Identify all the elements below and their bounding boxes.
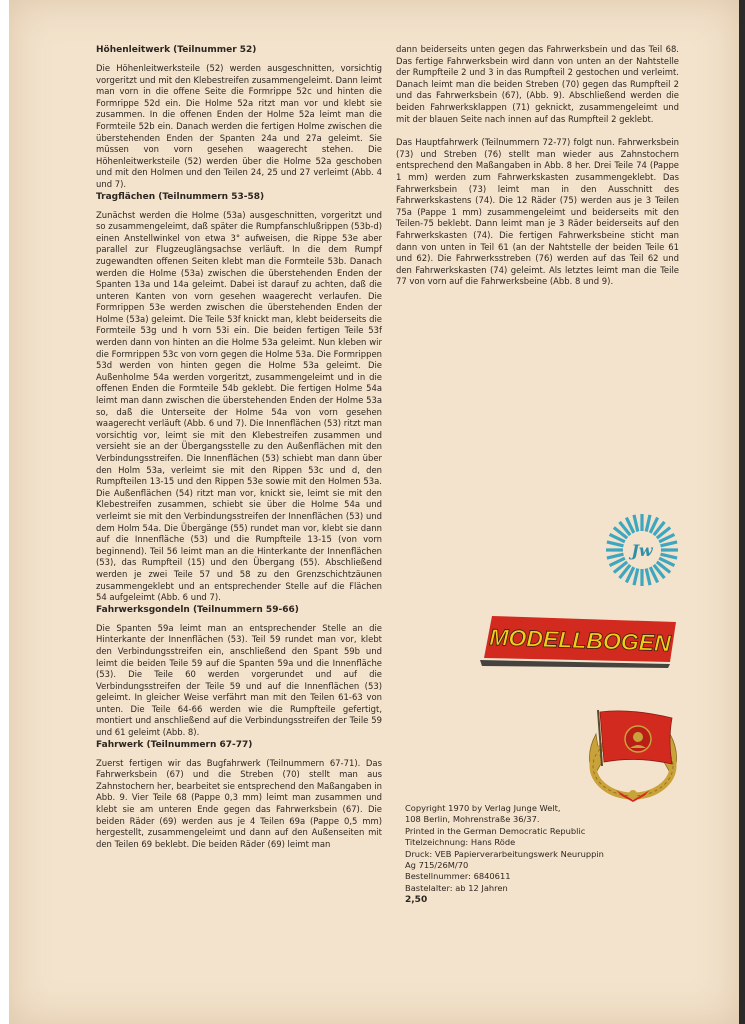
left-column [96, 44, 382, 850]
section-heading: Fahrwerksgondeln (Teilnummern 59-66) [96, 604, 299, 615]
sunburst-ray [646, 515, 650, 532]
imprint-printed-in: Printed in the German Democratic Republic [405, 825, 586, 836]
imprint-order-number: Bestellnummer: 6840611 [405, 871, 511, 882]
sunburst-ray [661, 542, 678, 546]
section-fahrwerksgondeln [96, 604, 382, 739]
sunburst-ray [607, 554, 624, 558]
section-paragraph: Zunächst werden die Holme (53a) ausgeschnitten, vorgeritzt und so zusammengeleimt, daß später die Rumpfanschlußrippen (53b-d) einen Anstellwinkel von etwa 3° aufweisen, die Rippe 53e aber parallel zur Flugzeuglängsachse verläuft. In die dem Rumpf zugewandten offenen Seiten klebt man die Formteile 53b. Danach werden die Holme (53a) zwischen die überstehenden Enden der Spanten 13a und 14a geleimt. Dabei ist darauf zu achten, daß die unteren Kanten von vorn gesehen waagerecht verlaufen. Die Formrippen 53e werden zwischen die überstehenden Enden der Holme (53a) geleimt. Die Teile 53f knickt man, klebt beiderseits die Formteile 53g und h vorn 53i ein. Die beiden fertigen Teile 53f werden dann von hinten an die Holme 53a geleimt. Nun kleben wir die Formrippen 53c von vorn gegen die Holme 53a. Die Formrippen 53d werden von hinten gegen die Holme 53a geleimt. Die Außenholme 54a werden vorgeritzt, zusammengeleimt und in die offenen Enden die Formteile 54b geklebt. Die fertigen Holme 54a leimt man dann zwischen die überstehenden Enden der Holme 53a so, daß die Unterseite der Holme 54a von vorn gesehen waagerecht verläuft (Abb. 6 und 7). Die Innenflächen (53) ritzt man vorsichtig vor, leimt sie mit den Klebestreifen zusammen und versieht sie an der Übergangsstelle zu den Außenflächen mit den Verbindungsstreifen. Die Innenflächen (53) schiebt man dann über den Holm 53a, verleimt sie mit den Rippen 53c und d, den Rumpfteilen 13-15 und den Rippen 53e sowie mit den Holmen 53a. Die Außenflächen (54) ritzt man vor, knickt sie, leimt sie mit den Klebestreifen zusammen, schiebt sie über die Holme 54a und verleimt sie mit den Verbindungsstreifen der Innenflächen (53) und dem Holm 54a. Die Übergänge (55) rundet man vor, klebt sie dann auf die Innenfläche (53) und die Rumpfteile 13-15 (von vorn beginnend). Teil 56 leimt man an die Hinterkante der Innenflächen (53), das Rumpfteil (15) und den Übergang (55). Abschließend werden je zwei Teile 57 und 58 zu den Grenzschichtzäunen zusammengeklebt und an entsprechender Stelle auf die Flächen 54 aufgeleimt (Abb. 6 und 7). [96, 209, 382, 603]
section-heading: Höhenleitwerk (Teilnummer 52) [96, 45, 257, 55]
section-heading: Fahrwerk (Teilnummern 67-77) [96, 739, 253, 750]
continued-paragraph: dann beiderseits unten gegen das Fahrwerksbein und das Teil 68. Das fertige Fahrwerksbein wird dann von unten an der Nahtstelle der Rumpfteile 2 und 3 in das Rumpfteil 2 gestochen und verleimt. Danach leimt man die beiden Streben (70) gegen das Rumpfteil 2 und das Fahrwerksbein (67), (Abb. 9). Abschließend werden die beiden Fahrwerksklappen (71) geknickt, zusammengeleimt und mit der blauen Seite nach innen auf das Rumpfteil 2 geklebt. [396, 44, 679, 124]
imprint-address: 108 Berlin, Mohrenstraße 36/37. [405, 814, 540, 825]
jw-sunburst-logo-icon [604, 512, 680, 588]
section-paragraph: Zuerst fertigen wir das Bugfahrwerk (Teilnummern 67-71). Das Fahrwerksbein (67) und die Streben (70) stellt man aus Zahnstochern her, bearbeitet sie entsprechend den Maßangaben in Abb. 9. Vier Teile 68 (Pappe 0,3 mm) leimt man zusammen und klebt sie am unteren Ende gegen das Fahrwerksbein (67). Die beiden Räder (69) werden aus je 4 Teilen 69a (Pappe 0,5 mm) hergestellt, zusammengeleimt und dann auf den Außenseiten mit den Teilen 69 beklebt. Die beiden Räder (69) leimt man [96, 757, 382, 849]
jw-monogram: Jw [631, 541, 653, 560]
imprint [405, 803, 645, 907]
sunburst-ray [646, 569, 650, 586]
modellbogen-logo [480, 612, 678, 670]
sunburst-ray [661, 554, 678, 558]
scan-edge [739, 0, 745, 1024]
imprint-ag-number: Ag 715/26M/70 [405, 860, 469, 871]
imprint-age: Bastelalter: ab 12 Jahren [405, 882, 508, 893]
imprint-title-drawing: Titelzeichnung: Hans Röde [405, 837, 516, 848]
sunburst-ray [607, 542, 624, 546]
right-column [396, 44, 679, 288]
hauptfahrwerk-paragraph: Das Hauptfahrwerk (Teilnummern 72-77) folgt nun. Fahrwerksbein (73) und Streben (76) stellt man wieder aus Zahnstochern entsprechend den Maßangaben in Abb. 8 her. Drei Teile 74 (Pappe 1 mm) werden zum Fahrwerkskasten zusammengeklebt. Das Fahrwerksbein (73) leimt man in den Ausschnitt des Fahrwerkskastens (74). Die 12 Räder (75) werden aus je 3 Teilen 75a (Pappe 1 mm) zusammengeleimt und beiderseits mit den Teilen-75 beklebt. Dann leimt man je 3 Räder beiderseits auf den Fahrwerkskasten (74). Die fertigen Fahrwerksbeine sticht man dann von unten in Teil 61 (an der Nahtstelle der beiden Teile 61 und 62). Die Fahrwerksstreben (76) werden auf das Teil 62 und den Fahrwerkskasten (74) geleimt. Als letztes leimt man die Teile 77 von vorn auf die Fahrwerksbeine (Abb. 8 und 9). [396, 137, 679, 287]
modellbogen-wordmark: MODELLBOGEN [488, 623, 672, 657]
sunburst-ray [634, 515, 638, 532]
section-fahrwerk [96, 739, 382, 851]
section-heading: Tragflächen (Teilnummern 53-58) [96, 191, 265, 202]
section-paragraph: Die Spanten 59a leimt man an entsprechender Stelle an die Hinterkante der Innenflächen (53). Teil 59 rundet man vor, klebt den Verbindungsstreifen ein, anschließend den Spant 59b und leimt die beiden Teile 59 auf die Spanten 59a und die Innenfläche (53). Die Teile 60 werden vorgerundet und auf die Verbindungsstreifen der Teile 59 und auf die Innenflächen (53) geleimt. In gleicher Weise verfährt man mit den Teilen 61-63 von unten. Die Teile 64-66 werden wie die Rumpfteile gefertigt, montiert und anschließend auf die Verbindungsstreifen der Teile 59 und 61 geleimt (Abb. 8). [96, 622, 382, 738]
section-hoehenleitwerk [96, 44, 382, 191]
red-flag-wreath-badge-icon [580, 706, 686, 804]
imprint-printer: Druck: VEB Papierverarbeitungswerk Neuruppin [405, 848, 604, 859]
price-label: 2,50 [405, 895, 428, 906]
section-paragraph: Die Höhenleitwerksteile (52) werden ausgeschnitten, vorsichtig vorgeritzt und mit den Klebestreifen zusammengeleimt. Dann leimt man vorn in die offene Seite die Formrippe 52c und hinten die Formrippe 52d ein. Die Holme 52a ritzt man vor und klebt sie zusammen. In die offenen Enden der Holme 52a leimt man die Formteile 52b ein. Danach werden die fertigen Holme zwischen die überstehenden Enden der Spanten 24a und 27a geleimt. Sie müssen von vorn gesehen waagerecht stehen. Die Höhenleitwerksteile (52) werden über die Holme 52a geschoben und mit den Holmen und den Teilen 24, 25 und 27 verleimt (Abb. 4 und 7). [96, 63, 382, 189]
section-tragflaechen [96, 191, 382, 604]
imprint-copyright: Copyright 1970 by Verlag Junge Welt, [405, 803, 561, 813]
sunburst-ray [634, 569, 638, 586]
